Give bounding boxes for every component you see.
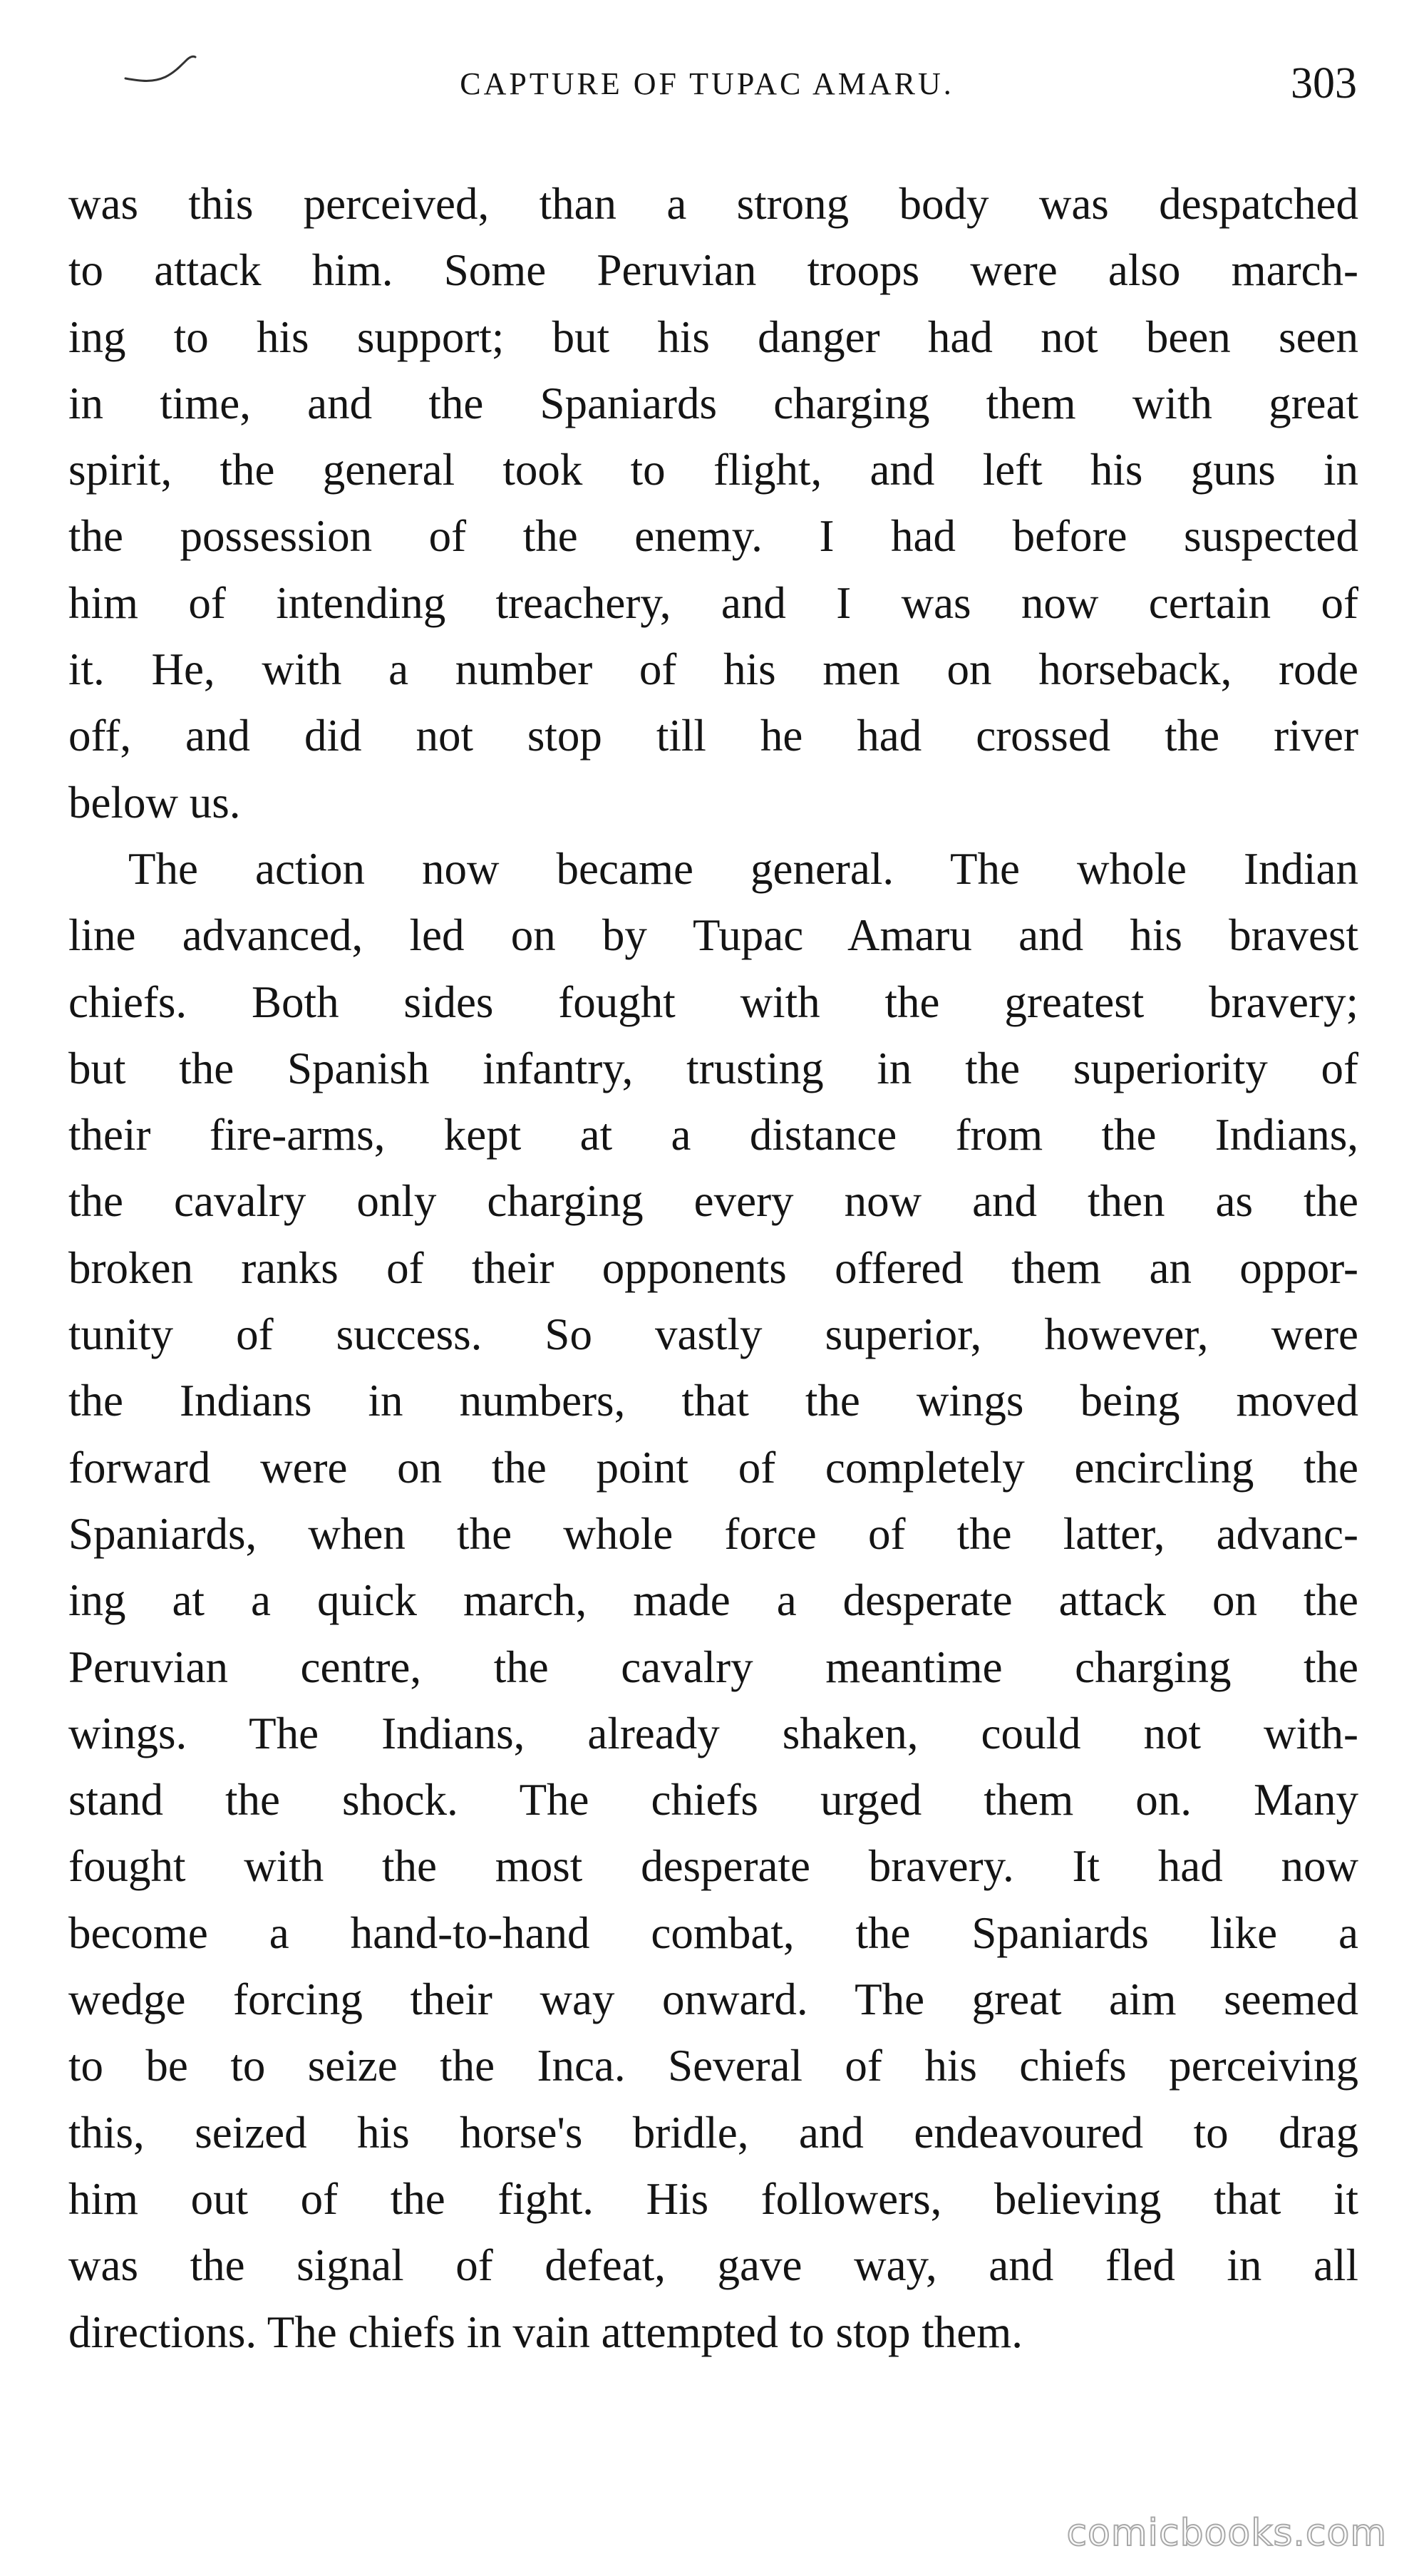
text-line: but the Spanish infantry, trusting in the superiority of (68, 1043, 1358, 1093)
body-text (68, 171, 1358, 2366)
text-line: was this perceived, than a strong body was despatched (68, 179, 1358, 229)
paragraph (68, 836, 1358, 2366)
text-line: it. He, with a number of his men on horseback, rode (68, 644, 1358, 695)
text-line: tunity of success. So vastly superior, however, were (68, 1309, 1358, 1360)
text-line: chiefs. Both sides fought with the greatest bravery; (68, 977, 1358, 1027)
text-line: wings. The Indians, already shaken, could not with- (68, 1708, 1358, 1758)
text-line: spirit, the general took to flight, and left his guns in (68, 445, 1358, 495)
text-line: their fire-arms, kept at a distance from the Indians, (68, 1110, 1358, 1160)
text-line: line advanced, led on by Tupac Amaru and his bravest (68, 910, 1358, 961)
text-line: Peruvian centre, the cavalry meantime charging the (68, 1642, 1358, 1692)
text-line: stand the shock. The chiefs urged them on. Many (68, 1775, 1358, 1825)
text-line: wedge forcing their way onward. The great aim seemed (68, 1974, 1358, 2025)
text-line: to be to seize the Inca. Several of his chiefs perceiving (68, 2041, 1358, 2091)
text-line: below us. (68, 777, 241, 828)
watermark: comicbooks.com (1066, 2512, 1387, 2555)
text-line: ing at a quick march, made a desperate attack on the (68, 1575, 1358, 1626)
text-line: forward were on the point of completely encircling the (68, 1442, 1358, 1493)
text-line: ing to his support; but his danger had not been seen (68, 311, 1358, 362)
text-line: him of intending treachery, and I was now certain of (68, 577, 1358, 628)
text-line: in time, and the Spaniards charging them with great (68, 378, 1358, 428)
text-line: the cavalry only charging every now and then as the (68, 1176, 1358, 1227)
running-head: CAPTURE OF TUPAC AMARU. (460, 66, 954, 101)
text-line: Spaniards, when the whole force of the latter, advanc- (68, 1508, 1358, 1559)
text-line: The action now became general. The whole Indian (128, 843, 1358, 894)
text-line: this, seized his horse's bridle, and endeavoured to drag (68, 2107, 1358, 2158)
text-line: off, and did not stop till he had crossed the river (68, 711, 1358, 761)
text-line: the Indians in numbers, that the wings being moved (68, 1376, 1358, 1426)
page-number: 303 (1291, 59, 1357, 108)
text-line: fought with the most desperate bravery. It had now (68, 1841, 1358, 1892)
text-line: broken ranks of their opponents offered them an oppor- (68, 1242, 1358, 1293)
text-line: directions. The chiefs in vain attempted to stop them. (68, 2307, 1023, 2357)
paragraph (68, 171, 1358, 836)
text-line: him out of the fight. His followers, believing that it (68, 2173, 1358, 2224)
text-line: the possession of the enemy. I had before suspected (68, 511, 1358, 562)
text-line: become a hand-to-hand combat, the Spaniards like a (68, 1907, 1358, 1958)
text-line: to attack him. Some Peruvian troops were also march- (68, 245, 1358, 296)
text-line: was the signal of defeat, gave way, and fled in all (68, 2240, 1358, 2291)
